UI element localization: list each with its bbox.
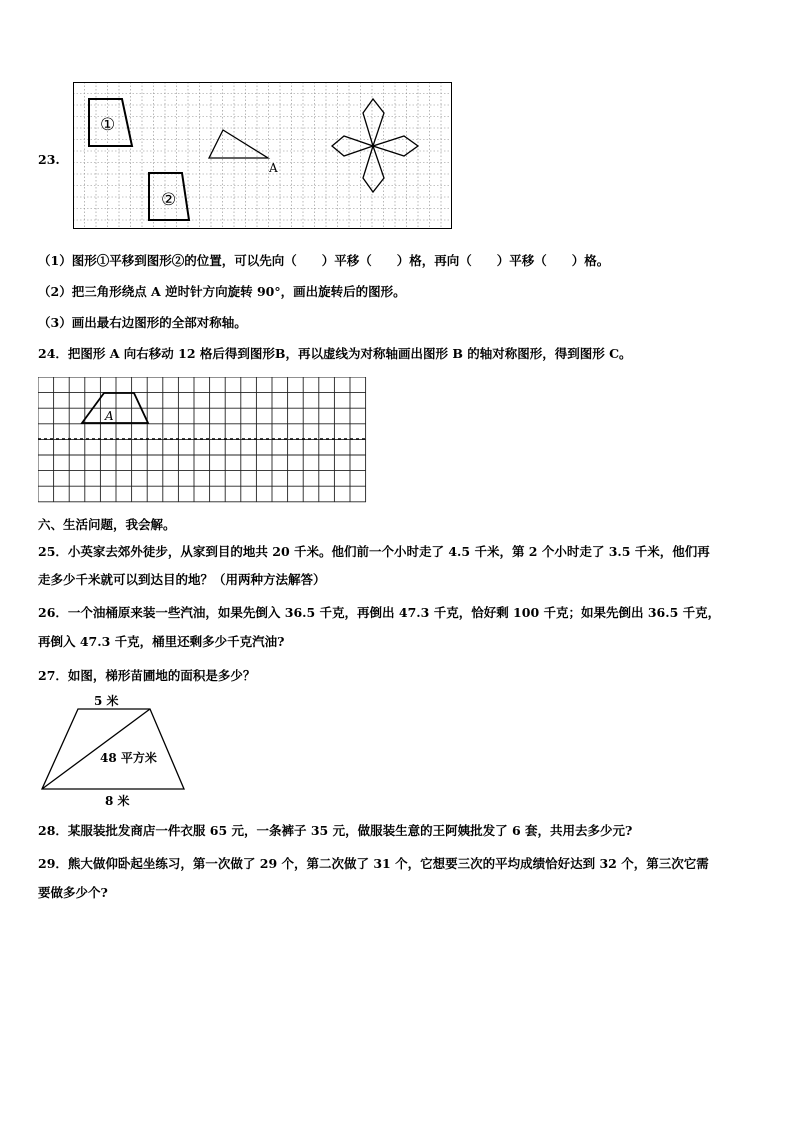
q25-line2: 走多少千米就可以到达目的地？（用两种方法解答） xyxy=(38,572,326,587)
q29-line1: 29．熊大做仰卧起坐练习，第一次做了 29 个，第二次做了 31 个，它想要三次的平均成绩恰好达到 32 个，第三次它需 xyxy=(38,856,709,871)
trapezoid-diagonal xyxy=(42,709,150,789)
shape-1-label: ① xyxy=(100,115,116,135)
q24-grid-figure xyxy=(38,377,368,503)
q23-sub1: （1）图形①平移到图形②的位置，可以先向（ ）平移（ ）格，再向（ ）平移（ ）格。 xyxy=(38,253,610,268)
area-label: 48 平方米 xyxy=(100,751,157,765)
q26-line1: 26．一个油桶原来装一些汽油，如果先倒入 36.5 千克，再倒出 47.3 千克，恰好剩 100 千克；如果先倒出 36.5 千克， xyxy=(38,605,721,620)
q27-trapezoid-figure xyxy=(38,692,198,810)
shape-a-label: A xyxy=(105,409,114,423)
q28-text: 28．某服装批发商店一件衣服 65 元，一条裤子 35 元，做服装生意的王阿姨批发了 6 套，共用去多少元? xyxy=(38,823,633,838)
q26-line2: 再倒入 47.3 千克，桶里还剩多少千克汽油? xyxy=(38,634,285,649)
q25-line1: 25．小英家去郊外徒步，从家到目的地共 20 千米。他们前一个小时走了 4.5 千米，第 2 个小时走了 3.5 千米，他们再 xyxy=(38,544,710,559)
q23-sub3: （3）画出最右边图形的全部对称轴。 xyxy=(38,315,247,330)
flower-shape xyxy=(332,99,418,192)
triangle xyxy=(209,130,268,158)
shape-2-label: ② xyxy=(161,190,177,210)
trapezoid xyxy=(42,709,184,789)
section-6-heading: 六、生活问题，我会解。 xyxy=(38,517,176,532)
q29-line2: 要做多少个? xyxy=(38,885,108,900)
q24-text: 24．把图形 A 向右移动 12 格后得到图形B，再以虚线为对称轴画出图形 B 的轴对称图形，得到图形 C。 xyxy=(38,346,632,361)
q23-number: 23. xyxy=(38,152,60,167)
point-a-label: A xyxy=(269,161,278,175)
q27-text: 27．如图，梯形苗圃地的面积是多少？ xyxy=(38,668,256,683)
top-base-label: 5 米 xyxy=(94,694,119,708)
q23-grid-figure xyxy=(73,82,453,230)
q23-sub2: （2）把三角形绕点 A 逆时针方向旋转 90°，画出旋转后的图形。 xyxy=(38,284,406,299)
bottom-base-label: 8 米 xyxy=(105,794,130,808)
